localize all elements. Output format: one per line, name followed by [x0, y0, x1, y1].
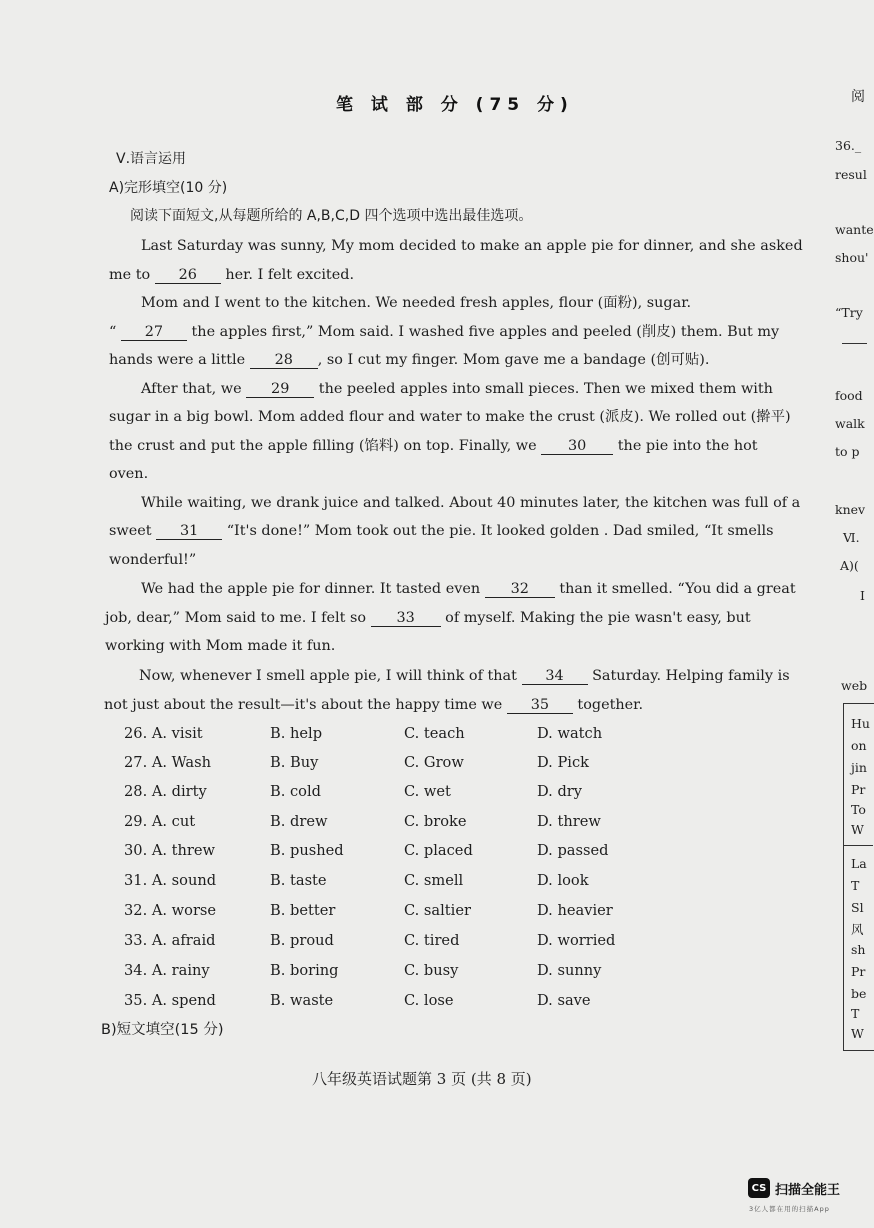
- option-a: 29. A. cut: [124, 813, 196, 830]
- option-d: D. look: [537, 872, 589, 889]
- option-c: C. placed: [404, 842, 473, 859]
- option-c: C. tired: [404, 932, 460, 949]
- passage-line: not just about the result—it's about the happy time we 35 together.: [104, 697, 644, 713]
- passage-line: me to 26 her. I felt excited.: [109, 267, 355, 283]
- blank-32: 32: [485, 581, 555, 598]
- edge-text: 36._: [835, 138, 862, 153]
- passage-line: sweet 31 “It's done!” Mom took out the pie. It looked golden . Dad smiled, “It smells: [109, 523, 774, 539]
- edge-text: food: [835, 388, 863, 403]
- edge-text: T: [851, 878, 860, 893]
- edge-text: to p: [835, 444, 860, 459]
- part-a-heading: A)完形填空(10 分): [109, 180, 228, 196]
- edge-text: La: [851, 856, 867, 871]
- camscanner-logo-icon: CS: [748, 1178, 770, 1198]
- blank-35: 35: [507, 697, 573, 714]
- option-b: B. Buy: [270, 754, 319, 771]
- edge-text: I: [860, 588, 865, 603]
- blank-33: 33: [371, 610, 441, 627]
- option-b: B. taste: [270, 872, 327, 889]
- edge-text: jin: [851, 760, 867, 775]
- option-c: C. lose: [404, 992, 454, 1009]
- option-c: C. saltier: [404, 902, 471, 919]
- watermark-subtitle: 3亿人都在用的扫描App: [749, 1205, 830, 1213]
- passage-line: working with Mom made it fun.: [105, 638, 336, 654]
- option-d: D. worried: [537, 932, 616, 949]
- edge-table-divider: [843, 845, 873, 846]
- edge-text: To: [851, 802, 866, 817]
- edge-text: shou': [835, 250, 869, 265]
- passage-line: the crust and put the apple filling (馅料) on top. Finally, we 30 the pie into the hot: [109, 438, 758, 454]
- option-c: C. wet: [404, 783, 451, 800]
- edge-text: T: [851, 1006, 860, 1021]
- edge-text: “Try: [835, 305, 863, 320]
- option-a: 35. A. spend: [124, 992, 216, 1009]
- option-b: B. pushed: [270, 842, 344, 859]
- option-c: C. smell: [404, 872, 464, 889]
- option-b: B. better: [270, 902, 336, 919]
- option-d: D. threw: [537, 813, 601, 830]
- option-a: 32. A. worse: [124, 902, 217, 919]
- edge-text: W: [851, 822, 864, 837]
- part-b-heading: B)短文填空(15 分): [101, 1022, 224, 1038]
- passage-line: Now, whenever I smell apple pie, I will think of that 34 Saturday. Helping family is: [139, 668, 790, 684]
- section-heading: Ⅴ.语言运用: [116, 151, 187, 167]
- edge-text: W: [851, 1026, 864, 1041]
- option-c: C. teach: [404, 725, 465, 742]
- blank-29: 29: [246, 381, 314, 398]
- edge-text: A)(: [840, 558, 859, 573]
- section-title: 笔 试 部 分 (75 分): [336, 95, 574, 115]
- passage-line: We had the apple pie for dinner. It tasted even 32 than it smelled. “You did a great: [141, 581, 796, 597]
- option-a: 33. A. afraid: [124, 932, 216, 949]
- passage-line: While waiting, we drank juice and talked. About 40 minutes later, the kitchen was full of a: [141, 495, 801, 511]
- passage-line: “ 27 the apples first,” Mom said. I washed five apples and peeled (削皮) them. But my: [109, 324, 780, 340]
- edge-text: Ⅵ.: [843, 530, 860, 545]
- option-c: C. Grow: [404, 754, 464, 771]
- blank-30: 30: [541, 438, 613, 455]
- page-footer: 八年级英语试题第 3 页 (共 8 页): [312, 1070, 532, 1088]
- option-a: 27. A. Wash: [124, 754, 211, 771]
- option-d: D. Pick: [537, 754, 589, 771]
- option-b: B. boring: [270, 962, 339, 979]
- blank-27: 27: [121, 324, 187, 341]
- option-d: D. dry: [537, 783, 583, 800]
- option-d: D. sunny: [537, 962, 602, 979]
- edge-text: knev: [835, 502, 866, 517]
- edge-rule: [842, 343, 867, 344]
- edge-text: Sl: [851, 900, 864, 915]
- option-b: B. drew: [270, 813, 328, 830]
- blank-31: 31: [156, 523, 222, 540]
- blank-26: 26: [155, 267, 221, 284]
- passage-line: Mom and I went to the kitchen. We needed fresh apples, flour (面粉), sugar.: [141, 295, 692, 311]
- edge-text: Hu: [851, 716, 870, 731]
- edge-text: on: [851, 738, 867, 753]
- option-d: D. watch: [537, 725, 603, 742]
- option-a: 31. A. sound: [124, 872, 217, 889]
- option-b: B. cold: [270, 783, 321, 800]
- edge-text: wante: [835, 222, 874, 237]
- passage-line: Last Saturday was sunny, My mom decided to make an apple pie for dinner, and she asked: [141, 238, 803, 254]
- passage-line: sugar in a big bowl. Mom added flour and water to make the crust (派皮). We rolled out (擀平): [109, 409, 791, 425]
- scanner-watermark: [748, 1178, 840, 1198]
- option-d: D. save: [537, 992, 591, 1009]
- blank-34: 34: [522, 668, 588, 685]
- instruction: 阅读下面短文,从每题所给的 A,B,C,D 四个选项中选出最佳选项。: [130, 208, 533, 224]
- edge-text: 阅: [851, 89, 865, 105]
- edge-text: Pr: [851, 782, 866, 797]
- blank-28: 28: [250, 352, 318, 369]
- edge-text: sh: [851, 942, 866, 957]
- option-a: 28. A. dirty: [124, 783, 207, 800]
- edge-text: Pr: [851, 964, 866, 979]
- option-b: B. help: [270, 725, 323, 742]
- passage-line: oven.: [109, 466, 149, 482]
- edge-text: web: [841, 678, 868, 693]
- option-a: 26. A. visit: [124, 725, 203, 742]
- option-b: B. proud: [270, 932, 334, 949]
- option-c: C. busy: [404, 962, 459, 979]
- passage-line: hands were a little 28 , so I cut my finger. Mom gave me a bandage (创可贴).: [109, 352, 710, 368]
- edge-text: be: [851, 986, 867, 1001]
- edge-text: walk: [835, 416, 865, 431]
- option-d: D. heavier: [537, 902, 613, 919]
- option-a: 30. A. threw: [124, 842, 216, 859]
- option-c: C. broke: [404, 813, 467, 830]
- watermark-name: 扫描全能王: [775, 1182, 841, 1198]
- passage-line: job, dear,” Mom said to me. I felt so 33 of myself. Making the pie wasn't easy, but: [105, 610, 751, 626]
- option-d: D. passed: [537, 842, 609, 859]
- option-b: B. waste: [270, 992, 334, 1009]
- edge-text: resul: [835, 167, 867, 182]
- edge-text: 风: [851, 922, 864, 937]
- passage-line: wonderful!”: [109, 552, 197, 568]
- option-a: 34. A. rainy: [124, 962, 210, 979]
- passage-line: After that, we 29 the peeled apples into small pieces. Then we mixed them with: [141, 381, 773, 397]
